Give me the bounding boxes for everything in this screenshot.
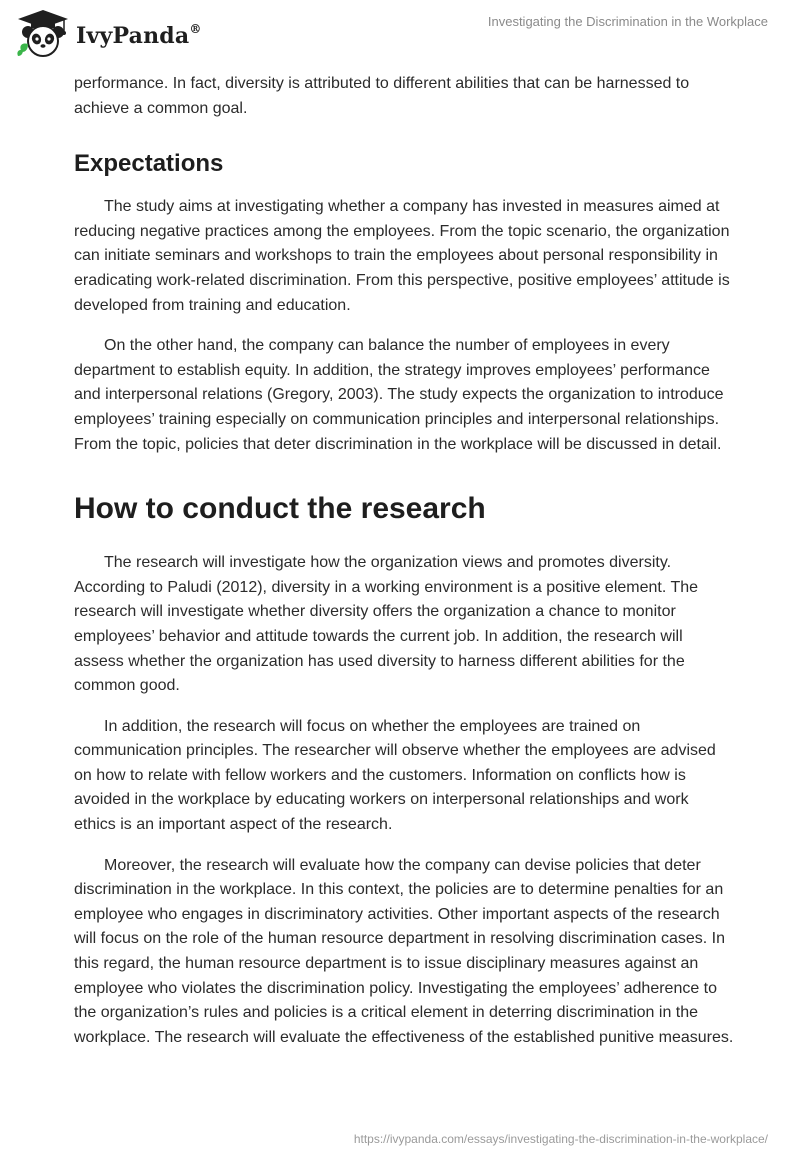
expectations-heading: Expectations: [74, 150, 224, 178]
essay-body: [74, 72, 734, 1066]
expectations-paragraph: On the other hand, the company can balance the number of employees in every department to establish equity. In addition, the strategy improves employees’ performance and interpersonal relations (Gregory, 2003). The study expects the organization to introduce employees’ training especially on communication principles and interpersonal relationships. From the topic, policies that deter discrimination in the workplace will be discussed in detail.: [74, 337, 724, 453]
research-heading: How to conduct the research: [74, 492, 486, 526]
research-paragraph: Moreover, the research will evaluate how the company can devise policies that deter discrimination in the workplace. In this context, the policies are to determine penalties for an employee who engages in discriminatory activities. Other important aspects of the research will focus on the role of the human resource department in resolving discrimination cases. In this regard, the human resource department is to issue disciplinary measures against an employee who violates the discrimination policy. Investigating the employees’ adherence to the organization’s rules and policies is a critical element in deterring discrimination in the workplace. The research will evaluate the effectiveness of the established punitive measures.: [74, 856, 734, 1046]
panda-graduate-icon: [14, 8, 72, 60]
brand-name: IvyPanda®: [76, 21, 202, 49]
research-paragraph: The research will investigate how the organization views and promotes diversity. According to Paludi (2012), diversity in a working environment is a positive element. The research will investigate whether diversity offers the organization a chance to monitor employees’ behavior and attitude towards the current job. In addition, the research will assess whether the organization has used diversity to harness different abilities for the common good.: [74, 554, 699, 695]
source-url[interactable]: https://ivypanda.com/essays/investigating-the-discrimination-in-the-workplace/: [353, 1132, 768, 1146]
ivypanda-logo[interactable]: [14, 8, 202, 60]
expectations-paragraph: The study aims at investigating whether a company has invested in measures aimed at reducing negative practices among the employees. From the topic scenario, the organization can initiate seminars and workshops to train the employees about personal responsibility in eradicating work-related discrimination. From this perspective, positive employees’ attitude is developed from training and education.: [74, 198, 730, 314]
intro-paragraph: performance. In fact, diversity is attributed to different abilities that can be harnessed to achieve a common goal.: [74, 75, 690, 117]
page-header: [0, 0, 800, 70]
research-paragraph: In addition, the research will focus on whether the employees are trained on communication principles. The researcher will observe whether the employees are advised on how to relate with fellow workers and the customers. Information on conflicts how is avoided in the workplace by educating workers on interpersonal relationships and work ethics is an important aspect of the research.: [74, 717, 716, 834]
document-title: Investigating the Discrimination in the Workplace: [487, 14, 768, 29]
